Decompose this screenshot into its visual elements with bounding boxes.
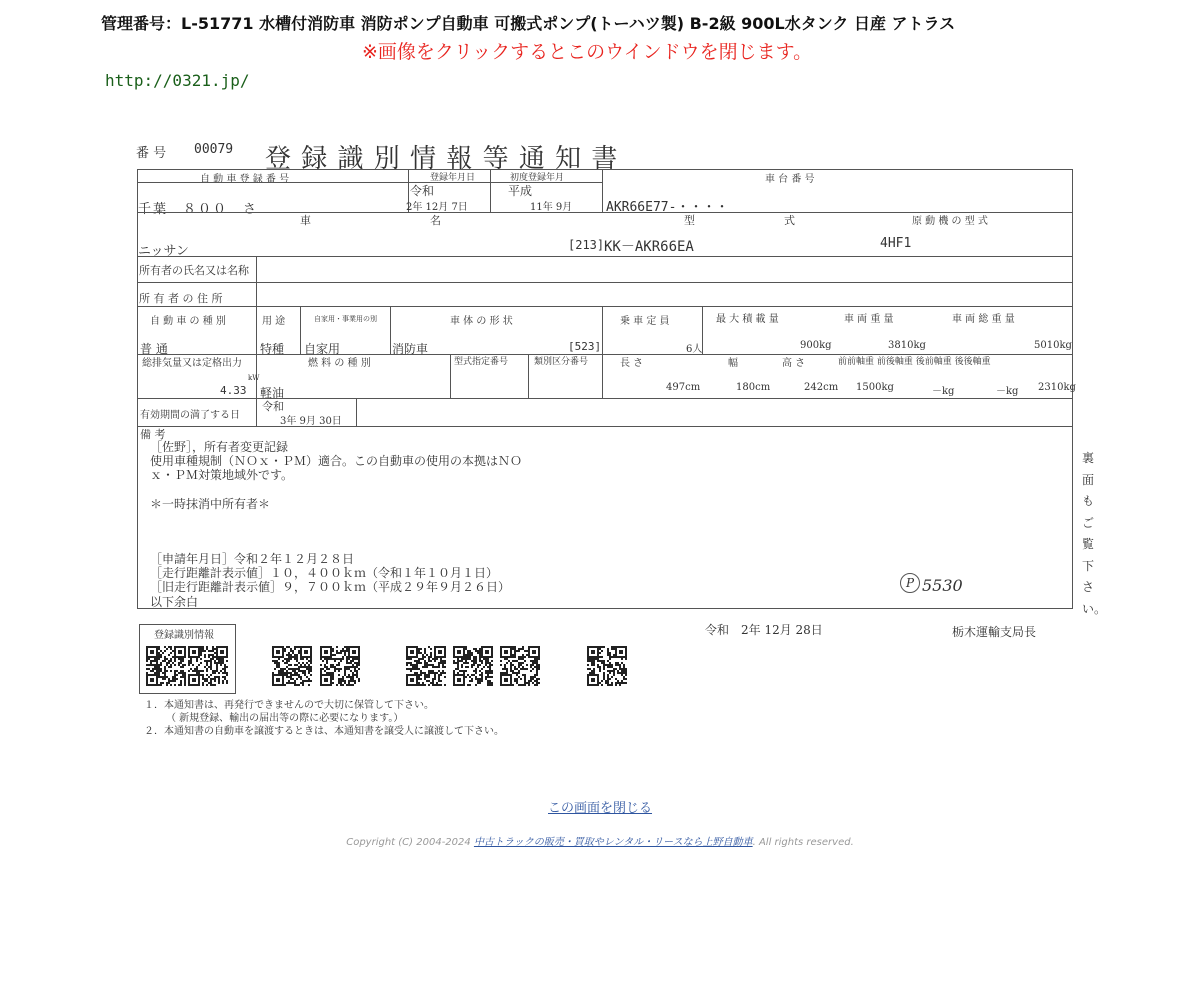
engine-model-label: 原 動 機 の 型 式	[912, 216, 988, 227]
remarks-label: 備 考	[140, 428, 166, 441]
length-label: 長 さ	[620, 358, 644, 369]
issue-date: 令和 2年 12月 28日	[705, 623, 823, 637]
engine-model: 4HF1	[880, 236, 912, 251]
vehicle-model: KK－AKR66EA	[604, 239, 694, 255]
qr-code-5	[406, 646, 446, 686]
handwritten-number: 5530	[922, 576, 963, 595]
model-code: [213]	[568, 238, 605, 252]
shiki-label: 式	[784, 214, 795, 227]
category-number-label: 類別区分番号	[534, 357, 589, 367]
remark-8: 以下余白	[150, 595, 199, 609]
doc-title: 登 録 識 別 情 報 等 通 知 書	[265, 144, 619, 174]
site-url: http://0321.jp/	[105, 71, 250, 90]
reg-number-label: 自 動 車 登 録 番 号	[200, 174, 290, 185]
qr-code-7	[500, 646, 540, 686]
max-load-label: 最 大 積 載 量	[716, 314, 779, 325]
owner-address-label: 所 有 者 の 住 所	[139, 292, 223, 305]
remark-6: ［走行距離計表示値］１０，４００ｋｍ（令和１年１０月１日）	[150, 566, 499, 580]
remark-7: ［旧走行距離計表示値］９，７００ｋｍ（平成２９年９月２６日）	[150, 580, 511, 594]
reg-date: 2年 12月 7日	[406, 202, 468, 213]
qr-box-label: 登録識別情報	[154, 630, 214, 641]
capacity-label: 乗 車 定 員	[620, 316, 670, 327]
expiry-date: 3年 9月 30日	[280, 416, 342, 427]
use-label: 用 途	[262, 316, 286, 327]
back-side-note: 裏面もご覧下さい。	[1082, 451, 1107, 616]
copyright-suffix: . All rights reserved.	[752, 837, 854, 848]
chassis-label: 車 台 番 号	[765, 174, 815, 185]
plate-number: 千葉 ８００ さ	[138, 202, 259, 217]
qr-code-6	[453, 646, 493, 686]
rear-axle-value: 2310kg	[1038, 382, 1076, 393]
car-label: 車	[300, 214, 311, 227]
company-link[interactable]: 中古トラックの販売・買取やレンタル・リースなら上野自動車	[473, 837, 753, 848]
remark-2: 使用車種規制（ＮＯｘ・ＰＭ）適合。この自動車の使用の本拠はＮＯ	[150, 454, 523, 468]
gross-weight-value: 5010kg	[1034, 340, 1072, 351]
vehicle-weight-value: 3810kg	[888, 340, 926, 351]
qr-code-8	[587, 646, 627, 686]
reg-date-label: 登録年月日	[430, 173, 476, 183]
copyright	[0, 833, 1200, 848]
chassis-number: AKR66E77-・・・・	[606, 200, 729, 215]
owner-name-label: 所有者の氏名又は名称	[139, 264, 249, 277]
capacity-value: 6人	[686, 344, 703, 355]
vehicle-type-label: 自 動 車 の 種 別	[150, 316, 226, 327]
displacement-unit: kW	[248, 374, 260, 382]
footnote-1: １．本通知書は、再発行できませんので大切に保管して下さい。	[144, 700, 434, 711]
expiry-era: 令和	[262, 400, 284, 413]
body-shape-label: 車 体 の 形 状	[450, 316, 513, 327]
axle-weights-label: 前前軸重 前後軸重 後前軸重 後後軸重	[838, 357, 991, 367]
first-reg-date: 11年 9月	[530, 202, 573, 213]
first-reg-era: 平成	[508, 184, 533, 198]
displacement-label: 総排気量又は定格出力	[142, 358, 242, 369]
max-load-value: 900kg	[800, 340, 832, 351]
first-reg-label: 初度登録年月	[510, 173, 565, 183]
expiry-label: 有効期間の満了する日	[140, 410, 240, 421]
qr-code-4	[320, 646, 360, 686]
footnote-2: （ 新規登録、輸出の届出等の際に必要になります。）	[166, 713, 404, 724]
copyright-prefix: Copyright (C) 2004-2024	[346, 837, 474, 848]
fuel-label: 燃 料 の 種 別	[308, 358, 371, 369]
remark-5: ［申請年月日］令和２年１２月２８日	[150, 552, 355, 566]
width-value: 180cm	[736, 382, 771, 393]
page-title: 管理番号：L-51771 水槽付消防車 消防ポンプ自動車 可搬式ポンプ(トーハツ製) B-2級 900L水タンク 日産 アトラス	[101, 14, 956, 33]
remark-1: ［佐野］，所有者変更記録	[150, 440, 289, 454]
front-axle-value: 1500kg	[856, 382, 894, 393]
use-value: 特種	[260, 342, 285, 356]
private-business-label: 自家用・事業用の別	[314, 315, 377, 323]
gross-weight-label: 車 両 総 重 量	[952, 314, 1015, 325]
height-label: 高 さ	[782, 358, 806, 369]
reg-era: 令和	[410, 184, 435, 198]
handwritten-stamp: P	[900, 573, 920, 593]
remark-4: ＊一時抹消中所有者＊	[150, 497, 271, 511]
close-screen-link[interactable]: この画面を閉じる	[548, 801, 653, 816]
qr-code-3	[272, 646, 312, 686]
vehicle-weight-label: 車 両 重 量	[844, 314, 894, 325]
length-value: 497cm	[666, 382, 701, 393]
qr-code-1	[146, 646, 186, 686]
model-label: 型	[684, 214, 695, 227]
axle3-value: －kg	[996, 386, 1019, 397]
vehicle-type: 普 通	[140, 342, 168, 356]
fuel-value: 軽油	[260, 386, 285, 400]
issuer: 栃木運輸支局長	[952, 625, 1037, 639]
name-label: 名	[430, 214, 441, 227]
registration-document-image[interactable]	[110, 118, 1107, 758]
private-business-value: 自家用	[304, 342, 341, 356]
axle2-value: －kg	[932, 386, 955, 397]
maker-name: ニッサン	[138, 244, 189, 259]
footnote-3: ２．本通知書の自動車を譲渡するときは、本通知書を譲受人に譲渡して下さい。	[144, 726, 504, 737]
close-window-instruction[interactable]: ※画像をクリックするとこのウインドウを閉じます。	[362, 41, 813, 63]
qr-code-2	[188, 646, 228, 686]
type-designation-label: 型式指定番号	[454, 357, 509, 367]
remark-3: ｘ・ＰＭ対策地域外です。	[150, 468, 294, 482]
body-code: [523]	[568, 340, 602, 353]
width-label: 幅	[728, 358, 738, 369]
doc-number-value: 00079	[194, 142, 234, 157]
body-shape: 消防車	[392, 342, 429, 356]
doc-number-label: 番 号	[136, 146, 167, 161]
displacement-value: 4.33	[220, 384, 247, 397]
height-value: 242cm	[804, 382, 839, 393]
